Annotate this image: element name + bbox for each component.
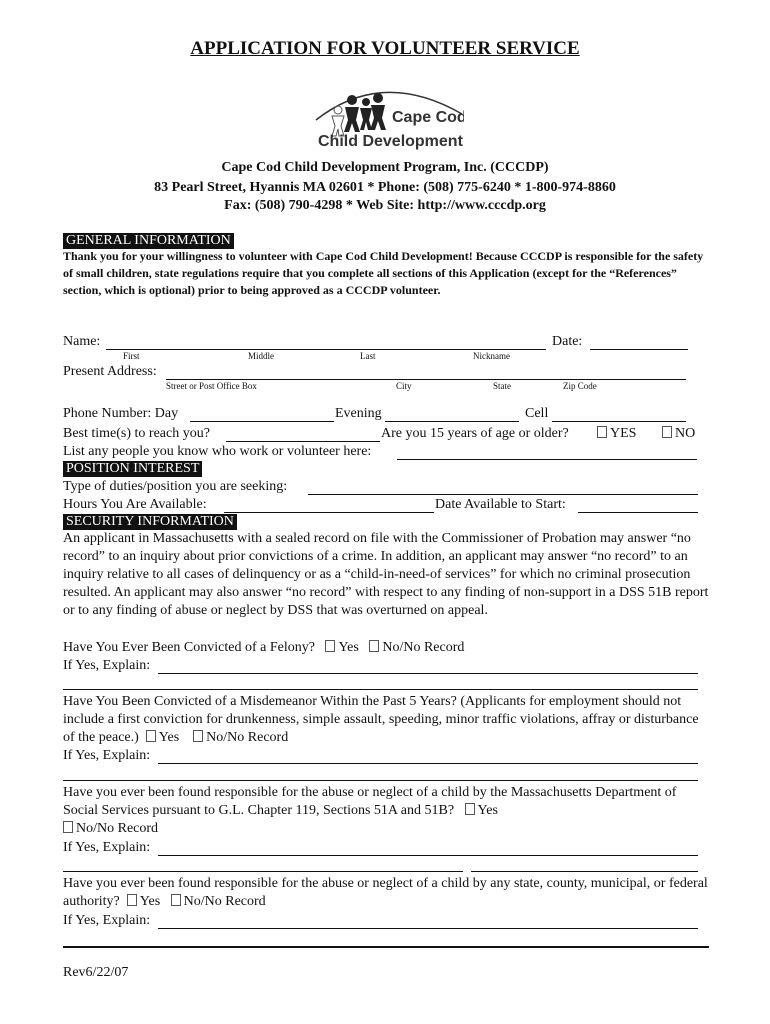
- address-sub-state: State: [493, 381, 511, 391]
- best-time-field[interactable]: [226, 441, 380, 442]
- misdemeanor-yes-label: Yes: [158, 730, 180, 745]
- phone-cell-label: Cell: [525, 406, 549, 421]
- name-sub-middle: Middle: [248, 351, 274, 361]
- misdemeanor-question: [63, 693, 711, 747]
- checkbox-icon[interactable]: [597, 426, 607, 438]
- section-heading-position: POSITION INTEREST: [63, 461, 202, 477]
- checkbox-icon[interactable]: [465, 803, 475, 815]
- misdemeanor-explain-line2[interactable]: [63, 780, 698, 781]
- checkbox-icon[interactable]: [146, 730, 156, 742]
- duties-label: Type of duties/position you are seeking:: [63, 479, 288, 494]
- security-paragraph: An applicant in Massachusetts with a sealed record on file with the Commissioner of Probation may answer “no record” to an inquiry about prior convictions of a crime. In addition, an applicant may answer “no record” to an inquiry relative to all cases of delinquency or as a “child-in-need-of services” for which no criminal prosecution resulted. An applicant may also answer “no record” with respect to any finding of non-support in a DSS 51B report or to any finding of abuse or neglect by DSS that was overturned on appeal.: [63, 531, 709, 618]
- authority-explain-field[interactable]: [158, 928, 698, 929]
- org-fax-web: Fax: (508) 790-4298 * Web Site: http://www.cccdp.org: [224, 198, 546, 213]
- name-sub-last: Last: [360, 351, 376, 361]
- felony-explain-line2[interactable]: [63, 689, 698, 690]
- address-sub-city: City: [396, 381, 412, 391]
- dss-explain-field[interactable]: [158, 855, 698, 856]
- hours-field[interactable]: [224, 512, 434, 513]
- misdemeanor-explain-field[interactable]: [158, 763, 698, 764]
- footer-divider: [63, 946, 709, 948]
- authority-question: [63, 875, 711, 911]
- felony-question-text: Have You Ever Been Convicted of a Felony?: [63, 640, 315, 655]
- duties-field[interactable]: [308, 494, 698, 495]
- dss-explain-line2-a[interactable]: [63, 871, 463, 872]
- phone-cell-field[interactable]: [552, 421, 686, 422]
- age-yes-option[interactable]: [597, 425, 636, 443]
- age-yes-label: YES: [610, 426, 637, 441]
- checkbox-icon[interactable]: [193, 730, 203, 742]
- felony-no-record-label: No/No Record: [382, 640, 465, 655]
- dss-question-text: Have you ever been found responsible for the abuse or neglect of a child by the Massachusetts Department of Social Services pursuant to G.L. Chapter 119, Sections 51A and 51B?: [63, 785, 677, 818]
- checkbox-icon[interactable]: [662, 426, 672, 438]
- checkbox-icon[interactable]: [63, 821, 73, 833]
- dss-question: [63, 784, 711, 838]
- dss-no-record-label: No/No Record: [76, 821, 159, 836]
- age-no-option[interactable]: [662, 425, 695, 443]
- misdemeanor-explain-label: If Yes, Explain:: [63, 748, 151, 763]
- name-label: Name:: [63, 334, 101, 349]
- dss-explain-label: If Yes, Explain:: [63, 840, 151, 855]
- general-intro: Thank you for your willingness to volunteer with Cape Cod Child Development! Because CCCDP is responsible for the safety of small children, state regulations require that you complete all sections of this Application (except for the “References” section, which is optional) prior to being approved as a CCCDP volunteer.: [63, 249, 704, 297]
- start-date-field[interactable]: [578, 512, 698, 513]
- misdemeanor-question-text: Have You Been Convicted of a Misdemeanor Within the Past 5 Years? (Applicants for employment should not include a first conviction for drunkenness, simple assault, speeding, minor traffic violations, affray or disturbance of the peace.): [63, 694, 699, 745]
- address-label: Present Address:: [63, 364, 157, 379]
- age-no-label: NO: [675, 426, 696, 441]
- phone-evening-field[interactable]: [385, 421, 519, 422]
- org-name: Cape Cod Child Development Program, Inc. (CCCDP): [221, 160, 549, 175]
- authority-explain-label: If Yes, Explain:: [63, 913, 151, 928]
- misdemeanor-no-record-label: No/No Record: [206, 730, 289, 745]
- start-date-label: Date Available to Start:: [435, 497, 566, 512]
- date-field[interactable]: [590, 349, 688, 350]
- best-time-label: Best time(s) to reach you?: [63, 426, 210, 441]
- address-field[interactable]: [166, 379, 686, 380]
- felony-yes-label: Yes: [338, 640, 359, 655]
- felony-question: [63, 639, 464, 657]
- name-sub-first: First: [123, 351, 140, 361]
- address-sub-zip: Zip Code: [563, 381, 597, 391]
- felony-explain-field[interactable]: [158, 673, 698, 674]
- logo-line1: Cape Cod: [392, 109, 464, 126]
- page-title: APPLICATION FOR VOLUNTEER SERVICE: [190, 38, 580, 59]
- authority-question-text: Have you ever been found responsible for the abuse or neglect of a child by any state, county, municipal, or federal authority?: [63, 876, 708, 909]
- checkbox-icon[interactable]: [127, 894, 137, 906]
- section-heading-general: GENERAL INFORMATION: [63, 233, 234, 249]
- list-people-label: List any people you know who work or volunteer here:: [63, 444, 372, 459]
- dss-explain-line2-b[interactable]: [471, 871, 698, 872]
- checkbox-icon[interactable]: [369, 640, 379, 652]
- authority-no-record-label: No/No Record: [183, 894, 266, 909]
- age-question-label: Are you 15 years of age or older?: [381, 426, 569, 441]
- section-heading-security: SECURITY INFORMATION: [63, 514, 237, 530]
- address-sub-street: Street or Post Office Box: [166, 381, 257, 391]
- checkbox-icon[interactable]: [171, 894, 181, 906]
- checkbox-icon[interactable]: [325, 640, 335, 652]
- phone-day-field[interactable]: [190, 421, 334, 422]
- name-sub-nickname: Nickname: [473, 351, 510, 361]
- felony-explain-label: If Yes, Explain:: [63, 658, 151, 673]
- org-address: 83 Pearl Street, Hyannis MA 02601 * Phone: (508) 775-6240 * 1-800-974-8860: [154, 180, 616, 195]
- list-people-field[interactable]: [397, 459, 697, 460]
- logo-line2: Child Development: [318, 133, 463, 150]
- hours-label: Hours You Are Available:: [63, 497, 207, 512]
- revision-date: Rev6/22/07: [63, 965, 129, 980]
- cape-cod-child-development-logo: [312, 80, 464, 152]
- phone-evening-label: Evening: [335, 406, 382, 421]
- dss-yes-label: Yes: [477, 803, 498, 818]
- phone-day-label: Phone Number: Day: [63, 406, 179, 421]
- date-label: Date:: [552, 334, 583, 349]
- authority-yes-label: Yes: [139, 894, 161, 909]
- name-field[interactable]: [106, 349, 546, 350]
